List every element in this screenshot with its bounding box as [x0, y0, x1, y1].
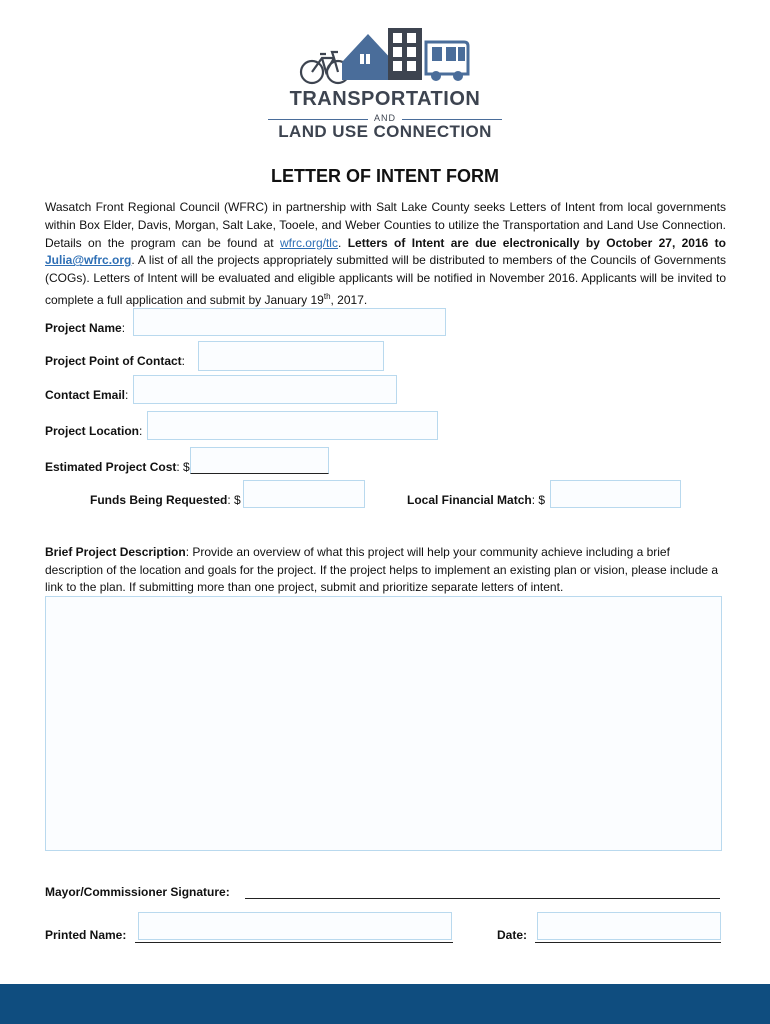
bus-icon	[426, 42, 468, 81]
deadline-text: Letters of Intent are due electronically by October 27, 2016 to	[347, 235, 727, 250]
intro-superscript: th	[323, 291, 331, 301]
intro-paragraph	[45, 199, 726, 310]
funds-requested-label: Funds Being Requested: $	[90, 493, 241, 507]
date-field[interactable]	[537, 912, 721, 940]
project-location-label: Project Location:	[45, 424, 143, 438]
signature-line[interactable]	[245, 897, 720, 899]
estimated-cost-field[interactable]	[190, 447, 329, 474]
printed-name-label: Printed Name:	[45, 928, 127, 942]
date-line	[535, 941, 721, 943]
bicycle-icon	[301, 52, 349, 83]
description-label: Brief Project Description	[45, 545, 186, 559]
signature-label: Mayor/Commissioner Signature:	[45, 885, 230, 899]
house-icon	[342, 34, 394, 80]
project-location-field[interactable]	[147, 411, 438, 440]
building-icon	[388, 28, 422, 80]
logo-text-transportation: TRANSPORTATION	[289, 88, 481, 110]
footer-band	[0, 984, 770, 1024]
local-match-field[interactable]	[550, 480, 681, 508]
intro-text-1: Wasatch Front Regional Council (WFRC) in partnership with Salt Lake County seeks Letters of Intent from local governments within Box Elder, Davis, Morgan, Salt Lake, Tooele, and Weber Counties to utilize the Transportation and Land Use Connection. Details on the program can be found at	[45, 200, 726, 250]
description-instructions	[45, 544, 726, 597]
form-title: LETTER OF INTENT FORM	[271, 166, 499, 186]
point-of-contact-field[interactable]	[198, 341, 384, 371]
logo-text-and: AND	[373, 113, 396, 123]
local-match-label: Local Financial Match: $	[407, 493, 546, 507]
logo-divider-right	[402, 119, 502, 120]
tlc-link[interactable]: wfrc.org/tlc	[279, 235, 338, 250]
date-label: Date:	[497, 928, 528, 942]
contact-email-label: Contact Email:	[45, 388, 129, 402]
intro-text-2: .	[337, 235, 348, 250]
email-link[interactable]: Julia@wfrc.org	[45, 253, 132, 268]
intro-text-4: , 2017.	[330, 292, 368, 307]
estimated-cost-label: Estimated Project Cost: $	[45, 460, 190, 474]
logo-text-land-use: LAND USE CONNECTION	[278, 122, 492, 141]
printed-name-line	[135, 941, 453, 943]
contact-email-field[interactable]	[133, 375, 397, 404]
funds-requested-field[interactable]	[243, 480, 365, 508]
point-of-contact-label: Project Point of Contact:	[45, 354, 186, 368]
description-textarea[interactable]	[45, 596, 722, 851]
printed-name-field[interactable]	[138, 912, 452, 940]
project-name-label: Project Name:	[45, 321, 126, 335]
description-help-text: : Provide an overview of what this project will help your community achieve including a brief description of the location and goals for the project. If the project helps to implement an existing plan or vision, please include a link to the plan. If submitting more than one project, submit and prioritize separate letters of intent.	[45, 545, 719, 594]
project-name-field[interactable]	[133, 308, 446, 336]
intro-text-3: . A list of all the projects appropriately submitted will be distributed to members of the Councils of Governments (COGs). Letters of Intent will be evaluated and eligible applicants will be notified in November 2016. Applicants will be invited to complete a full application and submit by January 19	[45, 253, 726, 307]
